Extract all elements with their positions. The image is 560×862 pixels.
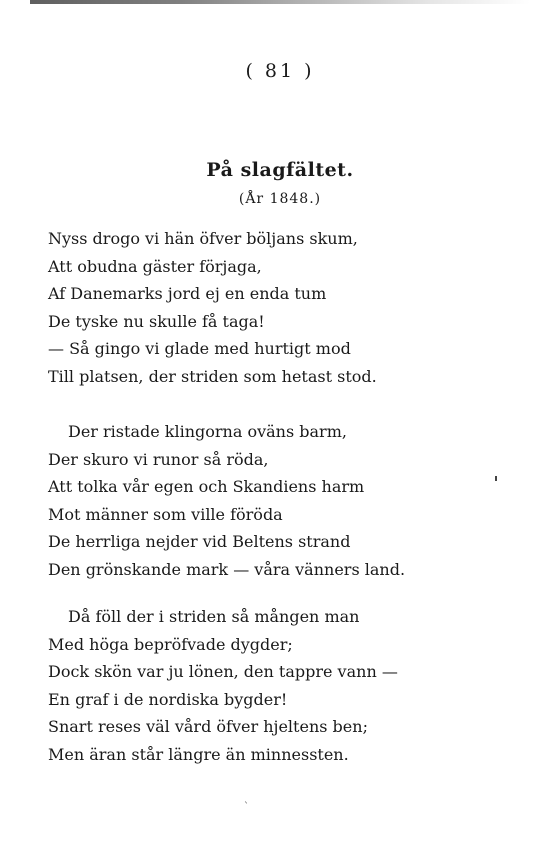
poem-line: — Så gingo vi glade med hurtigt mod (48, 339, 351, 358)
poem-line: Men äran står längre än minnessten. (48, 744, 349, 764)
stanza-1 (48, 225, 528, 390)
poem-line: Snart reses väl vård öfver hjeltens ben; (48, 717, 368, 736)
poem-line: Att tolka vår egen och Skandiens harm (48, 477, 365, 496)
poem-subtitle: (År 1848.) (238, 191, 322, 207)
page-number: ( 81 ) (245, 60, 315, 82)
poem-line: Till platsen, der striden som hetast stod. (48, 366, 377, 386)
poem-line: En graf i de nordiska bygder! (48, 689, 288, 709)
poem-line: Med höga bepröfvade dygder; (48, 634, 293, 654)
poem-line: Att obudna gäster förjaga, (48, 256, 262, 276)
poem-line: Dock skön var ju lönen, den tappre vann — (48, 662, 398, 681)
poem-line: Då föll der i striden så mången man (68, 607, 360, 626)
stanza-3 (48, 603, 528, 768)
poem-title: På slagfältet. (206, 159, 354, 181)
stanza-2 (48, 418, 528, 583)
poem-line: Mot männer som ville föröda (48, 504, 283, 524)
poem-line: Den grönskande mark — våra vänners land. (48, 559, 406, 579)
top-edge-rule (30, 0, 530, 4)
poem-line: De herrliga nejder vid Beltens strand (48, 532, 351, 551)
poem-line: Af Danemarks jord ej en enda tum (48, 284, 327, 303)
poem-line: De tyske nu skulle få taga! (48, 311, 265, 331)
print-tick-mark: ˋ (244, 802, 249, 813)
poem-line: Der ristade klingorna oväns barm, (68, 422, 347, 441)
poem-line: Der skuro vi runor så röda, (48, 449, 269, 469)
poem-line: Nyss drogo vi hän öfver böljans skum, (48, 229, 358, 248)
print-speck (495, 476, 497, 481)
